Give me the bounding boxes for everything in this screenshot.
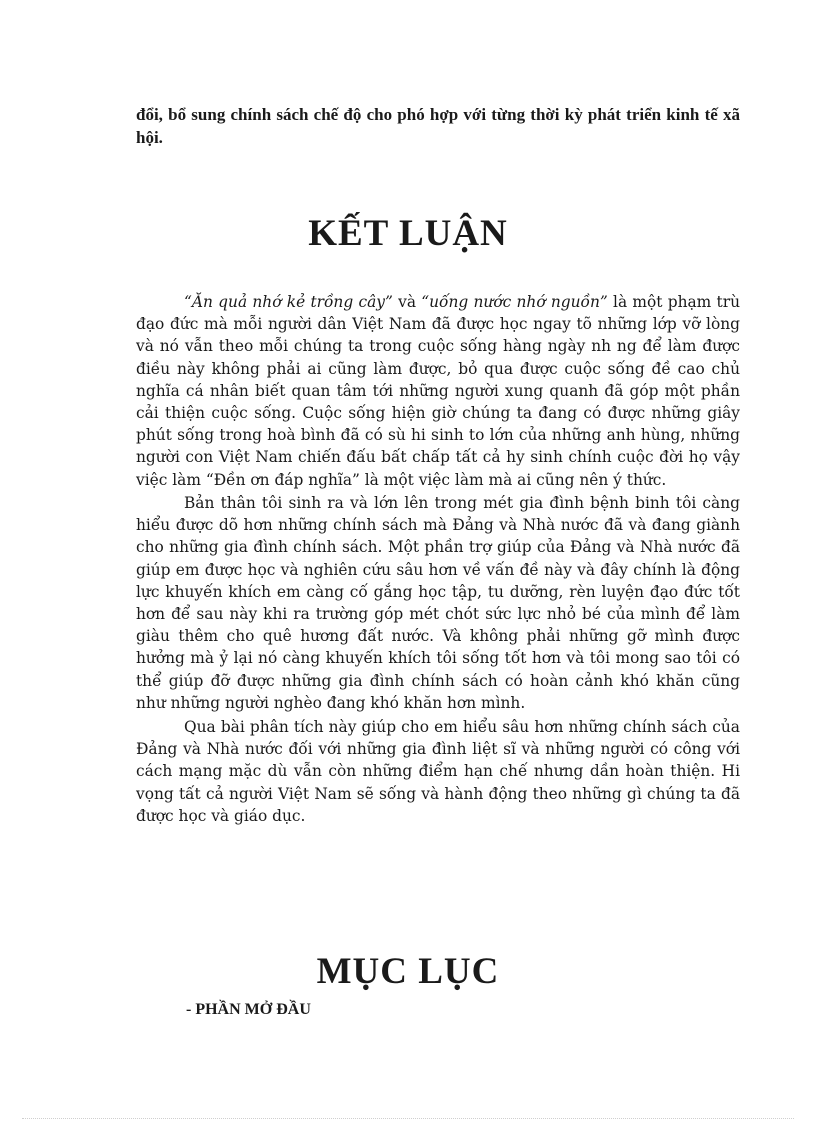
quote-joiner: và: [392, 293, 422, 311]
toc-heading: MỤC LỤC: [316, 951, 500, 992]
conclusion-paragraph-2: Bản thân tôi sinh ra và lớn lên trong mét gia đình bệnh binh tôi càng hiểu được dõ hơn những chính sách mà Đảng và Nhà nước đã và đang giành cho những gia đình chính sách. Một phần trợ giúp của Đảng và Nhà nước đã giúp em được học và nghiên cứu sâu hơn về vấn đề này và đây chính là động lực khuyến khích em càng cố gắng học tập, tu dưỡng, rèn luyện đạo đức tốt hơn để sau này khi ra trường góp mét chót sức lực nhỏ bé của mình để làm giàu thêm cho quê hương đất nước. Và không phải những gỡ mình được hưởng mà ỷ lại nó càng khuyến khích tôi sống tốt hơn và tôi mong sao tôi có thể giúp đỡ được những gia đình chính sách có hoàn cảnh khó khăn cũng như những người nghèo đang khó khăn hơn mình.: [136, 494, 740, 712]
conclusion-paragraph-3: Qua bài phân tích này giúp cho em hiểu sâu hơn những chính sách của Đảng và Nhà nước đối với những gia đình liệt sĩ và những người có công với cách mạng mặc dù vẫn còn những điểm hạn chế nhưng dần hoàn thiện. Hi vọng tất cả người Việt Nam sẽ sống và hành động theo những gì chúng ta đã được học và giáo dục.: [136, 718, 740, 825]
conclusion-paragraph-1: [136, 291, 740, 491]
conclusion-heading: KẾT LUẬN: [308, 213, 508, 254]
paragraph-1-body: là một phạm trù đạo đức mà mỗi người dân Việt Nam đã được học ngay tõ những lớp vỡ lòng và nó vẫn theo mỗi chúng ta trong cuộc sống hàng ngày nh ng để làm được điều này không phải ai cũng làm được, bỏ qua được cuộc sống đề cao chủ nghĩa cá nhân biết quan tâm tới những người xung quanh đã góp một phần cải thiện cuộc sống. Cuộc sống hiện giờ chúng ta đang có được những giây phút sống trong hoà bình đã có sù hi sinh to lớn của những anh hùng, những người con Việt Nam chiến đấu bất chấp tất cả hy sinh chính cuộc đời họ vậy việc làm “Đền ơn đáp nghĩa” là một việc làm mà ai cũng nên ý thức.: [136, 293, 741, 489]
page-bottom-divider: [22, 1118, 794, 1119]
intro-paragraph: đổi, bổ sung chính sách chế độ cho phó hợp với từng thời kỳ phát triển kinh tế xã hội.: [136, 105, 740, 147]
quote-proverb-1: “Ăn quả nhớ kẻ trồng cây”: [184, 293, 393, 311]
toc-item: - PHẦN MỞ ĐẦU: [186, 1001, 311, 1018]
quote-proverb-2: “uống nước nhớ nguồn”: [421, 293, 608, 311]
